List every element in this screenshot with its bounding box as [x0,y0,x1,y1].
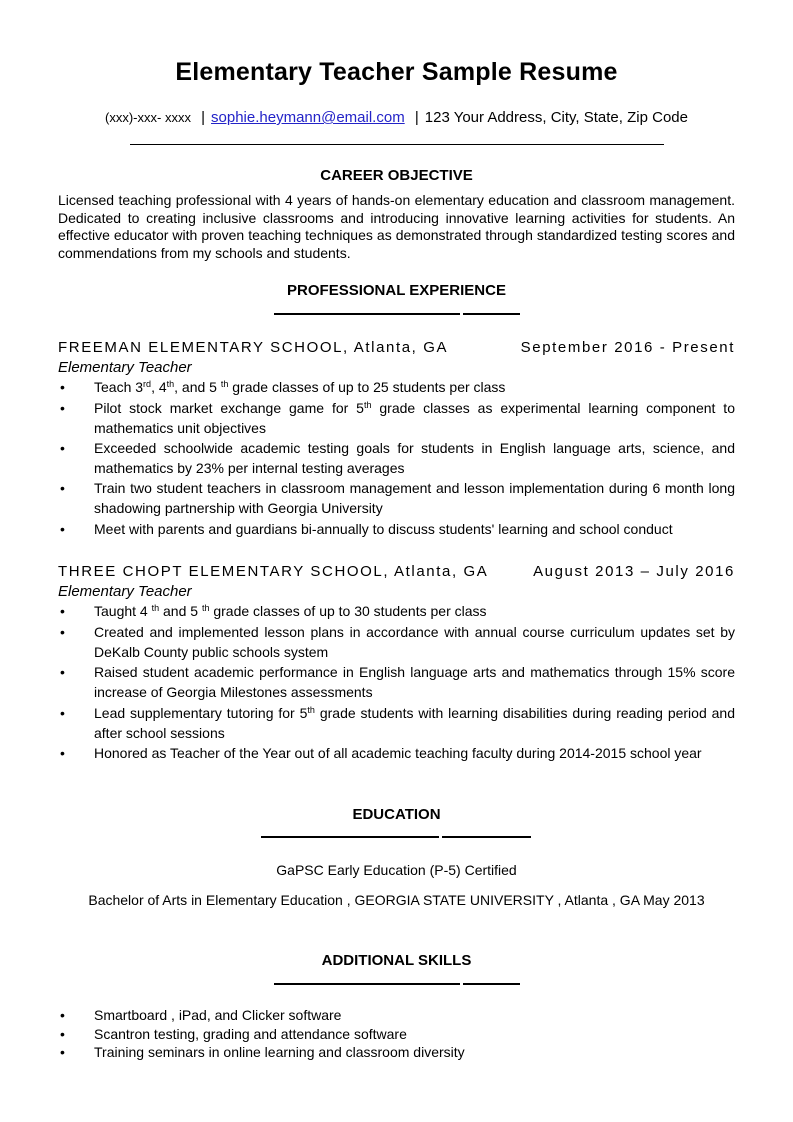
phone-number: (xxx)-xxx- xxxx [105,110,191,125]
resume-title: Elementary Teacher Sample Resume [175,58,618,86]
separator: | [414,109,419,126]
company-name: THREE CHOPT ELEMENTARY SCHOOL, Atlanta, GA [58,563,489,580]
job-dates: August 2013 – July 2016 [533,563,735,580]
heading-underline [274,983,520,985]
email-link[interactable]: sophie.heymann@email.com [211,109,405,126]
list-item: Raised student academic performance in English language arts and mathematics through 15% score increase of Georgia Milestones assessments [94,664,735,700]
skills-list [58,1006,735,1062]
education-heading: EDUCATION [352,806,441,823]
contact-line [0,109,793,126]
list-item: Smartboard , iPad, and Clicker software [94,1007,342,1023]
list-item: Training seminars in online learning and classroom diversity [94,1044,465,1060]
heading-underline [261,836,531,838]
job-role: Elementary Teacher [58,583,192,600]
job-header [58,563,735,580]
job-bullets [58,601,735,763]
skills-heading: ADDITIONAL SKILLS [321,952,472,969]
job-dates: September 2016 - Present [520,339,735,356]
list-item: Taught 4 $^{th}$ and 5 $^{th}$ grade classes of up to 30 students per class [94,603,487,619]
job-bullets [58,377,735,539]
objective-text: Licensed teaching professional with 4 years of hands-on elementary education and classroom management. Dedicated to creating inclusive classrooms and introducing innovative learning activities for students. An effective educator with proven teaching techniques as demonstrated through standardized testing scores and commendations from my schools and students. [58,192,735,261]
objective-heading: CAREER OBJECTIVE [320,167,473,184]
certification: GaPSC Early Education (P-5) Certified [276,862,517,878]
list-item: Pilot stock market exchange game for 5th grade classes as experimental learning component to mathematics unit objectives [94,400,735,436]
list-item: Meet with parents and guardians bi-annually to discuss students' learning and school conduct [94,521,673,537]
degree: Bachelor of Arts in Elementary Education , GEORGIA STATE UNIVERSITY , Atlanta , GA May 2013 [88,892,705,908]
heading-underline [274,313,520,315]
experience-heading: PROFESSIONAL EXPERIENCE [287,282,506,299]
list-item: Exceeded schoolwide academic testing goals for students in English language arts, science, and mathematics by 23% per internal testing averages [94,440,735,476]
separator: | [201,109,206,126]
list-item: Scantron testing, grading and attendance software [94,1025,407,1042]
job-role: Elementary Teacher [58,359,192,376]
list-item: Train two student teachers in classroom management and lesson implementation during 6 month long shadowing partnership with Georgia University [94,480,735,516]
list-item: Created and implemented lesson plans in accordance with annual course curriculum updates set by DeKalb County public schools system [94,624,735,660]
job-header [58,339,735,356]
list-item: Lead supplementary tutoring for 5th grade students with learning disabilities during reading period and after school sessions [94,705,735,741]
list-item: Honored as Teacher of the Year out of all academic teaching faculty during 2014-2015 school year [94,745,702,761]
list-item: Teach 3rd, 4th, and 5 $^{th}$ grade classes of up to 25 students per class [94,379,506,395]
address: 123 Your Address, City, State, Zip Code [424,109,688,126]
header-divider [130,144,664,145]
company-name: FREEMAN ELEMENTARY SCHOOL, Atlanta, GA [58,339,449,356]
